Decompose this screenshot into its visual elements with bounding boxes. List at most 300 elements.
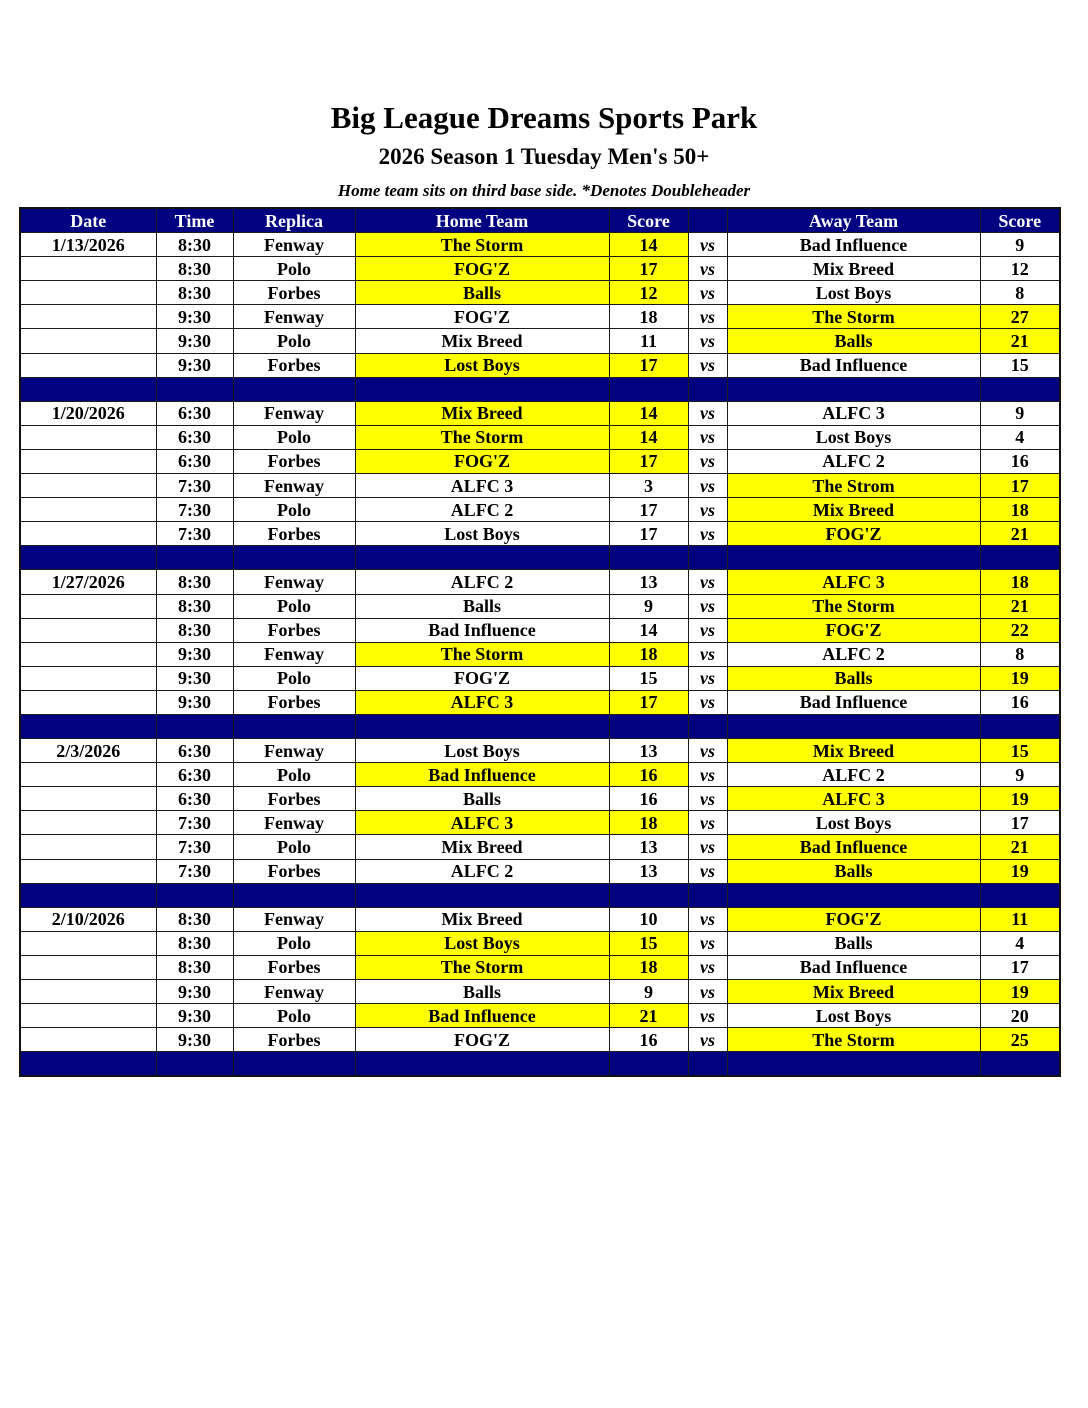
away-score-cell: 4 xyxy=(980,931,1060,955)
game-row xyxy=(20,257,1060,281)
home-score-cell: 17 xyxy=(609,353,688,377)
date-cell xyxy=(20,787,156,811)
replica-field-cell: Forbes xyxy=(233,1028,355,1052)
home-team-cell: Bad Influence xyxy=(355,1004,609,1028)
away-score-cell: 18 xyxy=(980,498,1060,522)
game-row xyxy=(20,233,1060,257)
week-separator-row xyxy=(20,377,1060,401)
away-team-cell: Balls xyxy=(727,931,980,955)
page-subtitle: 2026 Season 1 Tuesday Men's 50+ xyxy=(378,144,710,169)
separator-cell xyxy=(20,714,156,738)
separator-cell xyxy=(980,546,1060,570)
vs-label: vs xyxy=(688,233,727,257)
away-score-cell: 17 xyxy=(980,955,1060,979)
separator-cell xyxy=(688,377,727,401)
date-cell xyxy=(20,835,156,859)
home-score-cell: 15 xyxy=(609,931,688,955)
away-team-cell: The Storm xyxy=(727,1028,980,1052)
separator-cell xyxy=(688,883,727,907)
away-score-cell: 25 xyxy=(980,1028,1060,1052)
away-team-cell: The Strom xyxy=(727,474,980,498)
home-team-cell: The Storm xyxy=(355,233,609,257)
home-team-cell: ALFC 2 xyxy=(355,498,609,522)
replica-field-cell: Forbes xyxy=(233,859,355,883)
away-score-cell: 12 xyxy=(980,257,1060,281)
date-cell xyxy=(20,1028,156,1052)
date-cell xyxy=(20,449,156,473)
away-score-cell: 17 xyxy=(980,474,1060,498)
time-cell: 9:30 xyxy=(156,666,233,690)
game-row xyxy=(20,859,1060,883)
time-cell: 8:30 xyxy=(156,955,233,979)
away-team-cell: Balls xyxy=(727,859,980,883)
away-team-cell: Mix Breed xyxy=(727,980,980,1004)
separator-cell xyxy=(688,546,727,570)
separator-cell xyxy=(233,714,355,738)
home-score-cell: 12 xyxy=(609,281,688,305)
replica-field-cell: Fenway xyxy=(233,739,355,763)
game-row xyxy=(20,281,1060,305)
away-score-cell: 11 xyxy=(980,907,1060,931)
away-score-cell: 15 xyxy=(980,353,1060,377)
time-cell: 7:30 xyxy=(156,498,233,522)
away-team-cell: FOG'Z xyxy=(727,522,980,546)
replica-field-cell: Fenway xyxy=(233,233,355,257)
home-score-cell: 13 xyxy=(609,859,688,883)
time-cell: 9:30 xyxy=(156,642,233,666)
date-cell xyxy=(20,763,156,787)
date-cell xyxy=(20,859,156,883)
time-cell: 9:30 xyxy=(156,1028,233,1052)
date-cell xyxy=(20,955,156,979)
replica-field-cell: Forbes xyxy=(233,353,355,377)
home-score-cell: 14 xyxy=(609,233,688,257)
away-score-cell: 20 xyxy=(980,1004,1060,1028)
vs-label: vs xyxy=(688,329,727,353)
replica-field-cell: Fenway xyxy=(233,980,355,1004)
date-cell xyxy=(20,257,156,281)
away-score-cell: 9 xyxy=(980,401,1060,425)
separator-cell xyxy=(20,546,156,570)
separator-cell xyxy=(980,883,1060,907)
separator-cell xyxy=(727,546,980,570)
game-row xyxy=(20,907,1060,931)
away-score-cell: 19 xyxy=(980,980,1060,1004)
date-cell: 1/13/2026 xyxy=(20,233,156,257)
away-team-cell: Bad Influence xyxy=(727,353,980,377)
away-team-cell: ALFC 2 xyxy=(727,642,980,666)
away-team-cell: Bad Influence xyxy=(727,233,980,257)
away-team-cell: Balls xyxy=(727,329,980,353)
replica-field-cell: Forbes xyxy=(233,690,355,714)
away-team-cell: Lost Boys xyxy=(727,425,980,449)
separator-cell xyxy=(233,546,355,570)
replica-field-cell: Fenway xyxy=(233,907,355,931)
home-team-cell: Balls xyxy=(355,281,609,305)
replica-field-cell: Fenway xyxy=(233,811,355,835)
replica-field-cell: Polo xyxy=(233,1004,355,1028)
date-cell xyxy=(20,690,156,714)
away-team-cell: FOG'Z xyxy=(727,618,980,642)
date-cell xyxy=(20,931,156,955)
away-score-cell: 21 xyxy=(980,329,1060,353)
vs-label: vs xyxy=(688,835,727,859)
column-header-home-score: Score xyxy=(609,208,688,233)
game-row xyxy=(20,1028,1060,1052)
vs-label: vs xyxy=(688,763,727,787)
game-row xyxy=(20,955,1060,979)
replica-field-cell: Fenway xyxy=(233,570,355,594)
game-row xyxy=(20,690,1060,714)
away-score-cell: 19 xyxy=(980,859,1060,883)
date-cell: 1/20/2026 xyxy=(20,401,156,425)
home-team-cell: Bad Influence xyxy=(355,618,609,642)
home-score-cell: 21 xyxy=(609,1004,688,1028)
time-cell: 7:30 xyxy=(156,835,233,859)
replica-field-cell: Polo xyxy=(233,763,355,787)
time-cell: 8:30 xyxy=(156,907,233,931)
separator-cell xyxy=(727,377,980,401)
vs-label: vs xyxy=(688,305,727,329)
home-team-cell: ALFC 3 xyxy=(355,811,609,835)
home-team-cell: FOG'Z xyxy=(355,257,609,281)
away-team-cell: Balls xyxy=(727,666,980,690)
time-cell: 9:30 xyxy=(156,1004,233,1028)
separator-cell xyxy=(609,546,688,570)
separator-cell xyxy=(727,1052,980,1077)
away-team-cell: Lost Boys xyxy=(727,811,980,835)
vs-label: vs xyxy=(688,859,727,883)
vs-label: vs xyxy=(688,642,727,666)
home-team-cell: FOG'Z xyxy=(355,1028,609,1052)
page-title: Big League Dreams Sports Park xyxy=(330,100,758,135)
home-score-cell: 17 xyxy=(609,257,688,281)
separator-cell xyxy=(156,883,233,907)
column-header-home-team: Home Team xyxy=(355,208,609,233)
home-team-cell: Mix Breed xyxy=(355,329,609,353)
home-score-cell: 13 xyxy=(609,739,688,763)
date-cell xyxy=(20,353,156,377)
home-team-cell: ALFC 2 xyxy=(355,570,609,594)
replica-field-cell: Forbes xyxy=(233,522,355,546)
home-team-cell: Mix Breed xyxy=(355,907,609,931)
game-row xyxy=(20,787,1060,811)
separator-cell xyxy=(20,377,156,401)
time-cell: 8:30 xyxy=(156,281,233,305)
date-cell xyxy=(20,474,156,498)
time-cell: 7:30 xyxy=(156,474,233,498)
home-score-cell: 18 xyxy=(609,642,688,666)
home-score-cell: 13 xyxy=(609,570,688,594)
separator-cell xyxy=(156,377,233,401)
time-cell: 9:30 xyxy=(156,329,233,353)
time-cell: 8:30 xyxy=(156,618,233,642)
vs-label: vs xyxy=(688,594,727,618)
week-separator-row xyxy=(20,883,1060,907)
vs-label: vs xyxy=(688,401,727,425)
away-score-cell: 16 xyxy=(980,449,1060,473)
away-team-cell: Bad Influence xyxy=(727,955,980,979)
game-row xyxy=(20,329,1060,353)
home-score-cell: 17 xyxy=(609,498,688,522)
home-score-cell: 18 xyxy=(609,955,688,979)
vs-label: vs xyxy=(688,955,727,979)
vs-label: vs xyxy=(688,931,727,955)
home-score-cell: 17 xyxy=(609,522,688,546)
time-cell: 6:30 xyxy=(156,739,233,763)
game-row xyxy=(20,931,1060,955)
home-team-cell: FOG'Z xyxy=(355,305,609,329)
away-score-cell: 16 xyxy=(980,690,1060,714)
time-cell: 9:30 xyxy=(156,353,233,377)
away-score-cell: 21 xyxy=(980,835,1060,859)
home-score-cell: 9 xyxy=(609,594,688,618)
replica-field-cell: Polo xyxy=(233,257,355,281)
week-separator-row xyxy=(20,714,1060,738)
separator-cell xyxy=(980,377,1060,401)
date-cell xyxy=(20,666,156,690)
away-team-cell: Mix Breed xyxy=(727,498,980,522)
replica-field-cell: Fenway xyxy=(233,474,355,498)
game-row xyxy=(20,353,1060,377)
home-team-cell: FOG'Z xyxy=(355,666,609,690)
separator-cell xyxy=(233,377,355,401)
date-cell xyxy=(20,1004,156,1028)
vs-label: vs xyxy=(688,353,727,377)
schedule-body xyxy=(20,233,1060,1077)
away-score-cell: 27 xyxy=(980,305,1060,329)
home-team-cell: Lost Boys xyxy=(355,931,609,955)
replica-field-cell: Polo xyxy=(233,666,355,690)
replica-field-cell: Polo xyxy=(233,931,355,955)
game-row xyxy=(20,522,1060,546)
home-score-cell: 10 xyxy=(609,907,688,931)
away-team-cell: ALFC 2 xyxy=(727,449,980,473)
vs-label: vs xyxy=(688,281,727,305)
away-team-cell: ALFC 3 xyxy=(727,401,980,425)
home-team-cell: Balls xyxy=(355,980,609,1004)
game-row xyxy=(20,474,1060,498)
away-score-cell: 18 xyxy=(980,570,1060,594)
time-cell: 7:30 xyxy=(156,522,233,546)
home-score-cell: 17 xyxy=(609,449,688,473)
away-team-cell: Mix Breed xyxy=(727,257,980,281)
home-score-cell: 3 xyxy=(609,474,688,498)
time-cell: 9:30 xyxy=(156,690,233,714)
vs-label: vs xyxy=(688,690,727,714)
away-score-cell: 21 xyxy=(980,594,1060,618)
separator-cell xyxy=(609,883,688,907)
game-row xyxy=(20,642,1060,666)
home-team-cell: Bad Influence xyxy=(355,763,609,787)
home-score-cell: 16 xyxy=(609,787,688,811)
separator-cell xyxy=(355,714,609,738)
home-team-cell: FOG'Z xyxy=(355,449,609,473)
away-score-cell: 4 xyxy=(980,425,1060,449)
replica-field-cell: Polo xyxy=(233,425,355,449)
home-score-cell: 18 xyxy=(609,305,688,329)
time-cell: 7:30 xyxy=(156,859,233,883)
separator-cell xyxy=(609,1052,688,1077)
away-score-cell: 19 xyxy=(980,666,1060,690)
away-score-cell: 21 xyxy=(980,522,1060,546)
home-score-cell: 14 xyxy=(609,425,688,449)
replica-field-cell: Polo xyxy=(233,498,355,522)
week-separator-row xyxy=(20,546,1060,570)
away-team-cell: FOG'Z xyxy=(727,907,980,931)
home-score-cell: 14 xyxy=(609,401,688,425)
separator-cell xyxy=(20,1052,156,1077)
home-score-cell: 18 xyxy=(609,811,688,835)
game-row xyxy=(20,425,1060,449)
date-cell xyxy=(20,618,156,642)
vs-label: vs xyxy=(688,522,727,546)
away-score-cell: 22 xyxy=(980,618,1060,642)
home-team-cell: Lost Boys xyxy=(355,353,609,377)
replica-field-cell: Forbes xyxy=(233,618,355,642)
time-cell: 8:30 xyxy=(156,931,233,955)
away-team-cell: ALFC 3 xyxy=(727,570,980,594)
game-row xyxy=(20,739,1060,763)
schedule-table xyxy=(19,207,1061,1077)
vs-label: vs xyxy=(688,907,727,931)
vs-label: vs xyxy=(688,666,727,690)
away-score-cell: 9 xyxy=(980,763,1060,787)
home-score-cell: 16 xyxy=(609,1028,688,1052)
replica-field-cell: Fenway xyxy=(233,401,355,425)
replica-field-cell: Fenway xyxy=(233,305,355,329)
time-cell: 9:30 xyxy=(156,305,233,329)
time-cell: 8:30 xyxy=(156,257,233,281)
home-score-cell: 13 xyxy=(609,835,688,859)
separator-cell xyxy=(688,714,727,738)
home-team-cell: Mix Breed xyxy=(355,401,609,425)
date-cell xyxy=(20,594,156,618)
away-team-cell: Bad Influence xyxy=(727,835,980,859)
home-score-cell: 9 xyxy=(609,980,688,1004)
replica-field-cell: Polo xyxy=(233,594,355,618)
date-cell xyxy=(20,281,156,305)
column-header-away-score: Score xyxy=(980,208,1060,233)
separator-cell xyxy=(980,1052,1060,1077)
separator-cell xyxy=(355,883,609,907)
away-team-cell: ALFC 2 xyxy=(727,763,980,787)
vs-label: vs xyxy=(688,1028,727,1052)
date-cell: 2/10/2026 xyxy=(20,907,156,931)
date-cell xyxy=(20,498,156,522)
vs-label: vs xyxy=(688,787,727,811)
vs-label: vs xyxy=(688,811,727,835)
separator-cell xyxy=(688,1052,727,1077)
away-score-cell: 8 xyxy=(980,642,1060,666)
date-cell: 2/3/2026 xyxy=(20,739,156,763)
column-header-replica: Replica xyxy=(233,208,355,233)
game-row xyxy=(20,618,1060,642)
home-team-cell: The Storm xyxy=(355,955,609,979)
time-cell: 6:30 xyxy=(156,787,233,811)
column-header-time: Time xyxy=(156,208,233,233)
schedule-note: Home team sits on third base side. *Denotes Doubleheader xyxy=(337,181,751,200)
vs-label: vs xyxy=(688,498,727,522)
replica-field-cell: Forbes xyxy=(233,787,355,811)
replica-field-cell: Polo xyxy=(233,329,355,353)
away-team-cell: The Storm xyxy=(727,594,980,618)
vs-label: vs xyxy=(688,449,727,473)
away-score-cell: 17 xyxy=(980,811,1060,835)
date-cell: 1/27/2026 xyxy=(20,570,156,594)
game-row xyxy=(20,449,1060,473)
separator-cell xyxy=(156,714,233,738)
time-cell: 6:30 xyxy=(156,763,233,787)
away-team-cell: The Storm xyxy=(727,305,980,329)
vs-label: vs xyxy=(688,618,727,642)
away-team-cell: ALFC 3 xyxy=(727,787,980,811)
week-separator-row xyxy=(20,1052,1060,1077)
home-score-cell: 14 xyxy=(609,618,688,642)
replica-field-cell: Forbes xyxy=(233,449,355,473)
vs-label: vs xyxy=(688,980,727,1004)
separator-cell xyxy=(233,883,355,907)
replica-field-cell: Forbes xyxy=(233,955,355,979)
separator-cell xyxy=(233,1052,355,1077)
time-cell: 6:30 xyxy=(156,425,233,449)
vs-label: vs xyxy=(688,1004,727,1028)
home-score-cell: 11 xyxy=(609,329,688,353)
home-team-cell: ALFC 3 xyxy=(355,690,609,714)
date-cell xyxy=(20,329,156,353)
home-score-cell: 17 xyxy=(609,690,688,714)
separator-cell xyxy=(355,1052,609,1077)
away-score-cell: 19 xyxy=(980,787,1060,811)
home-score-cell: 15 xyxy=(609,666,688,690)
separator-cell xyxy=(156,1052,233,1077)
time-cell: 8:30 xyxy=(156,233,233,257)
game-row xyxy=(20,980,1060,1004)
home-team-cell: ALFC 2 xyxy=(355,859,609,883)
game-row xyxy=(20,835,1060,859)
column-header-away-team: Away Team xyxy=(727,208,980,233)
date-cell xyxy=(20,522,156,546)
separator-cell xyxy=(355,546,609,570)
away-team-cell: Bad Influence xyxy=(727,690,980,714)
vs-label: vs xyxy=(688,739,727,763)
game-row xyxy=(20,811,1060,835)
home-team-cell: Balls xyxy=(355,787,609,811)
separator-cell xyxy=(609,714,688,738)
game-row xyxy=(20,594,1060,618)
game-row xyxy=(20,305,1060,329)
home-team-cell: Mix Breed xyxy=(355,835,609,859)
away-score-cell: 15 xyxy=(980,739,1060,763)
away-team-cell: Mix Breed xyxy=(727,739,980,763)
separator-cell xyxy=(355,377,609,401)
separator-cell xyxy=(20,883,156,907)
home-team-cell: Balls xyxy=(355,594,609,618)
vs-label: vs xyxy=(688,257,727,281)
date-cell xyxy=(20,811,156,835)
time-cell: 9:30 xyxy=(156,980,233,1004)
home-score-cell: 16 xyxy=(609,763,688,787)
game-row xyxy=(20,570,1060,594)
vs-label: vs xyxy=(688,425,727,449)
date-cell xyxy=(20,305,156,329)
time-cell: 6:30 xyxy=(156,449,233,473)
separator-cell xyxy=(156,546,233,570)
column-header-vs xyxy=(688,208,727,233)
game-row xyxy=(20,666,1060,690)
game-row xyxy=(20,763,1060,787)
date-cell xyxy=(20,642,156,666)
